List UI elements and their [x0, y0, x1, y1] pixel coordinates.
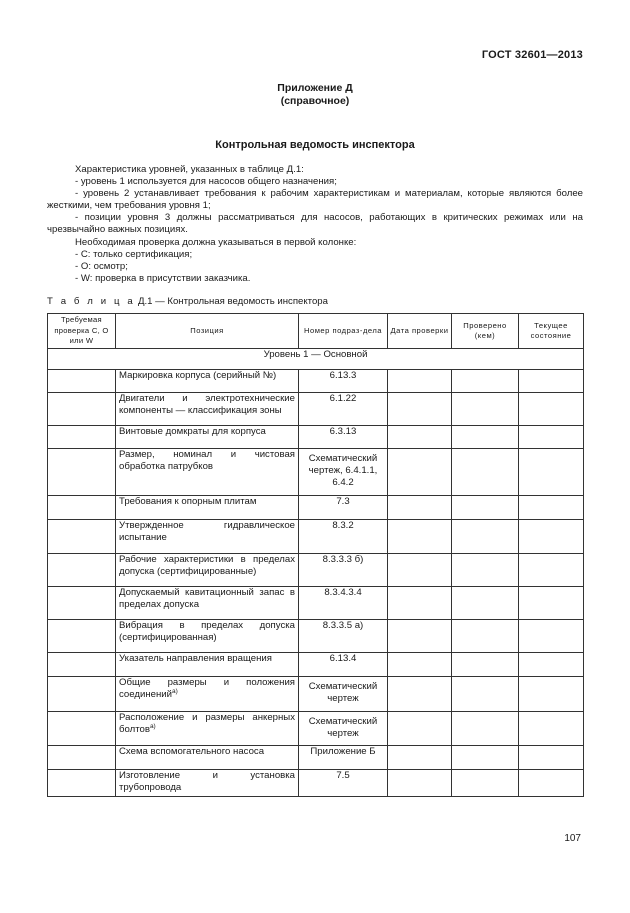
appendix-status: (справочное)	[280, 95, 350, 107]
subsection-cell: 6.13.4	[299, 653, 388, 677]
subsection-cell: 8.3.2	[299, 520, 388, 554]
required-check-cell	[48, 426, 116, 449]
inspector-checklist-table	[47, 313, 584, 797]
required-check-cell	[48, 712, 116, 746]
position-text: Маркировка корпуса (серийный №)	[119, 370, 277, 381]
current-state-cell	[519, 712, 584, 746]
position-text: Схема вспомогательного насоса	[119, 746, 265, 757]
position-text: Рабочие характеристики в пределах допуска (сертифицированные)	[119, 554, 295, 577]
position-cell	[116, 620, 299, 653]
checked-by-cell	[452, 620, 519, 653]
checked-by-cell	[452, 554, 519, 587]
header-required-check: Требуемая проверка С, О или W	[48, 314, 116, 349]
position-cell	[116, 426, 299, 449]
table-row	[48, 653, 584, 677]
table-row	[48, 712, 584, 746]
check-date-cell	[388, 426, 452, 449]
table-row	[48, 770, 584, 797]
subsection-cell: 6.13.3	[299, 370, 388, 393]
position-cell	[116, 587, 299, 620]
position-text: Указатель направления вращения	[119, 653, 272, 664]
intro-paragraph: Необходимая проверка должна указываться в первой колонке:	[75, 236, 357, 248]
position-cell	[116, 770, 299, 797]
subsection-cell: 6.1.22	[299, 393, 388, 426]
check-date-cell	[388, 620, 452, 653]
current-state-cell	[519, 496, 584, 520]
current-state-cell	[519, 770, 584, 797]
current-state-cell	[519, 426, 584, 449]
checked-by-cell	[452, 770, 519, 797]
required-check-cell	[48, 393, 116, 426]
current-state-cell	[519, 393, 584, 426]
subsection-cell: 8.3.3.3 б)	[299, 554, 388, 587]
table-row	[48, 496, 584, 520]
checked-by-cell	[452, 426, 519, 449]
position-cell	[116, 520, 299, 554]
position-cell	[116, 653, 299, 677]
current-state-cell	[519, 620, 584, 653]
current-state-cell	[519, 746, 584, 770]
appendix-heading	[0, 82, 630, 108]
check-date-cell	[388, 770, 452, 797]
required-check-cell	[48, 677, 116, 712]
position-text: Общие размеры и положения соединений	[119, 677, 295, 700]
subsection-cell: Схематический чертеж	[299, 677, 388, 712]
position-text: Двигатели и электротехнические компоненты — классификация зоны	[119, 393, 295, 416]
table-row	[48, 587, 584, 620]
checked-by-cell	[452, 520, 519, 554]
table-caption	[47, 296, 328, 307]
standard-number: ГОСТ 32601—2013	[481, 49, 583, 61]
header-position: Позиция	[116, 314, 299, 349]
intro-paragraph: - О: осмотр;	[75, 260, 128, 272]
current-state-cell	[519, 370, 584, 393]
checked-by-cell	[452, 496, 519, 520]
subsection-cell: 6.3.13	[299, 426, 388, 449]
required-check-cell	[48, 653, 116, 677]
check-date-cell	[388, 746, 452, 770]
footnote-marker: а)	[171, 687, 178, 695]
position-cell	[116, 746, 299, 770]
check-date-cell	[388, 554, 452, 587]
required-check-cell	[48, 587, 116, 620]
intro-paragraph: - уровень 1 используется для насосов общего назначения;	[75, 176, 337, 188]
required-check-cell	[48, 554, 116, 587]
current-state-cell	[519, 653, 584, 677]
current-state-cell	[519, 554, 584, 587]
position-text: Винтовые домкраты для корпуса	[119, 426, 266, 437]
table-header-row	[48, 314, 584, 349]
checked-by-cell	[452, 677, 519, 712]
header-check-date: Дата проверки	[388, 314, 452, 349]
document-title: Контрольная ведомость инспектора	[215, 139, 415, 151]
required-check-cell	[48, 746, 116, 770]
position-text: Изготовление и установка трубопровода	[119, 770, 295, 793]
position-text: Утвержденное гидравлическое испытание	[119, 520, 295, 543]
check-date-cell	[388, 653, 452, 677]
required-check-cell	[48, 496, 116, 520]
position-cell	[116, 712, 299, 746]
table-row	[48, 620, 584, 653]
appendix-title: Приложение Д	[277, 82, 353, 94]
subsection-cell: 8.3.4.3.4	[299, 587, 388, 620]
required-check-cell	[48, 620, 116, 653]
table-caption-prefix: Т а б л и ц а	[47, 296, 136, 307]
table-row	[48, 370, 584, 393]
header-current-state: Текущее состояние	[519, 314, 584, 349]
level-label: Уровень 1 — Основной	[48, 349, 584, 370]
footnote-marker: а)	[149, 722, 156, 730]
check-date-cell	[388, 496, 452, 520]
table-row	[48, 520, 584, 554]
intro-paragraph: - позиции уровня 3 должны рассматриваться для насосов, работающих в критических режимах или на чрезвычайно важных позициях.	[47, 212, 583, 236]
header-checked-by: Проверено (кем)	[452, 314, 519, 349]
required-check-cell	[48, 770, 116, 797]
position-text: Допускаемый кавитационный запас в пределах допуска	[119, 587, 295, 610]
checked-by-cell	[452, 370, 519, 393]
subsection-cell: Приложение Б	[299, 746, 388, 770]
intro-paragraph: - С: только сертификация;	[75, 248, 193, 260]
intro-text	[47, 164, 583, 285]
table-row	[48, 746, 584, 770]
check-date-cell	[388, 370, 452, 393]
intro-paragraph: - уровень 2 устанавливает требования к рабочим характеристикам и материалам, которые являются более жесткими, чем требования уровня 1;	[47, 188, 583, 212]
subsection-cell: 7.3	[299, 496, 388, 520]
position-cell	[116, 677, 299, 712]
required-check-cell	[48, 370, 116, 393]
current-state-cell	[519, 449, 584, 496]
current-state-cell	[519, 677, 584, 712]
required-check-cell	[48, 520, 116, 554]
check-date-cell	[388, 677, 452, 712]
subsection-cell: 7.5	[299, 770, 388, 797]
check-date-cell	[388, 449, 452, 496]
position-text: Размер, номинал и чистовая обработка патрубков	[119, 449, 295, 472]
position-cell	[116, 496, 299, 520]
subsection-cell: Схематический чертеж	[299, 712, 388, 746]
header-subsection: Номер подраз-дела	[299, 314, 388, 349]
intro-paragraph: Характеристика уровней, указанных в таблице Д.1:	[75, 164, 304, 175]
subsection-cell: Схематический чертеж, 6.4.1.1, 6.4.2	[299, 449, 388, 496]
position-cell	[116, 554, 299, 587]
check-date-cell	[388, 393, 452, 426]
position-text: Расположение и размеры анкерных болтов	[119, 712, 295, 735]
intro-paragraph: - W: проверка в присутствии заказчика.	[75, 272, 251, 284]
check-date-cell	[388, 712, 452, 746]
current-state-cell	[519, 587, 584, 620]
checked-by-cell	[452, 653, 519, 677]
checked-by-cell	[452, 393, 519, 426]
checked-by-cell	[452, 712, 519, 746]
checked-by-cell	[452, 746, 519, 770]
subsection-cell: 8.3.3.5 а)	[299, 620, 388, 653]
table-row	[48, 393, 584, 426]
table-row	[48, 677, 584, 712]
check-date-cell	[388, 520, 452, 554]
checked-by-cell	[452, 449, 519, 496]
current-state-cell	[519, 520, 584, 554]
table-row	[48, 554, 584, 587]
position-text: Требования к опорным плитам	[119, 496, 257, 507]
required-check-cell	[48, 449, 116, 496]
position-text: Вибрация в пределах допуска (сертифицированная)	[119, 620, 295, 643]
check-date-cell	[388, 587, 452, 620]
checked-by-cell	[452, 587, 519, 620]
position-cell	[116, 370, 299, 393]
table-row	[48, 426, 584, 449]
level-row	[48, 349, 584, 370]
page-number: 107	[564, 833, 581, 844]
table-caption-text: Д.1 — Контрольная ведомость инспектора	[135, 296, 328, 307]
table-row	[48, 449, 584, 496]
position-cell	[116, 393, 299, 426]
position-cell	[116, 449, 299, 496]
